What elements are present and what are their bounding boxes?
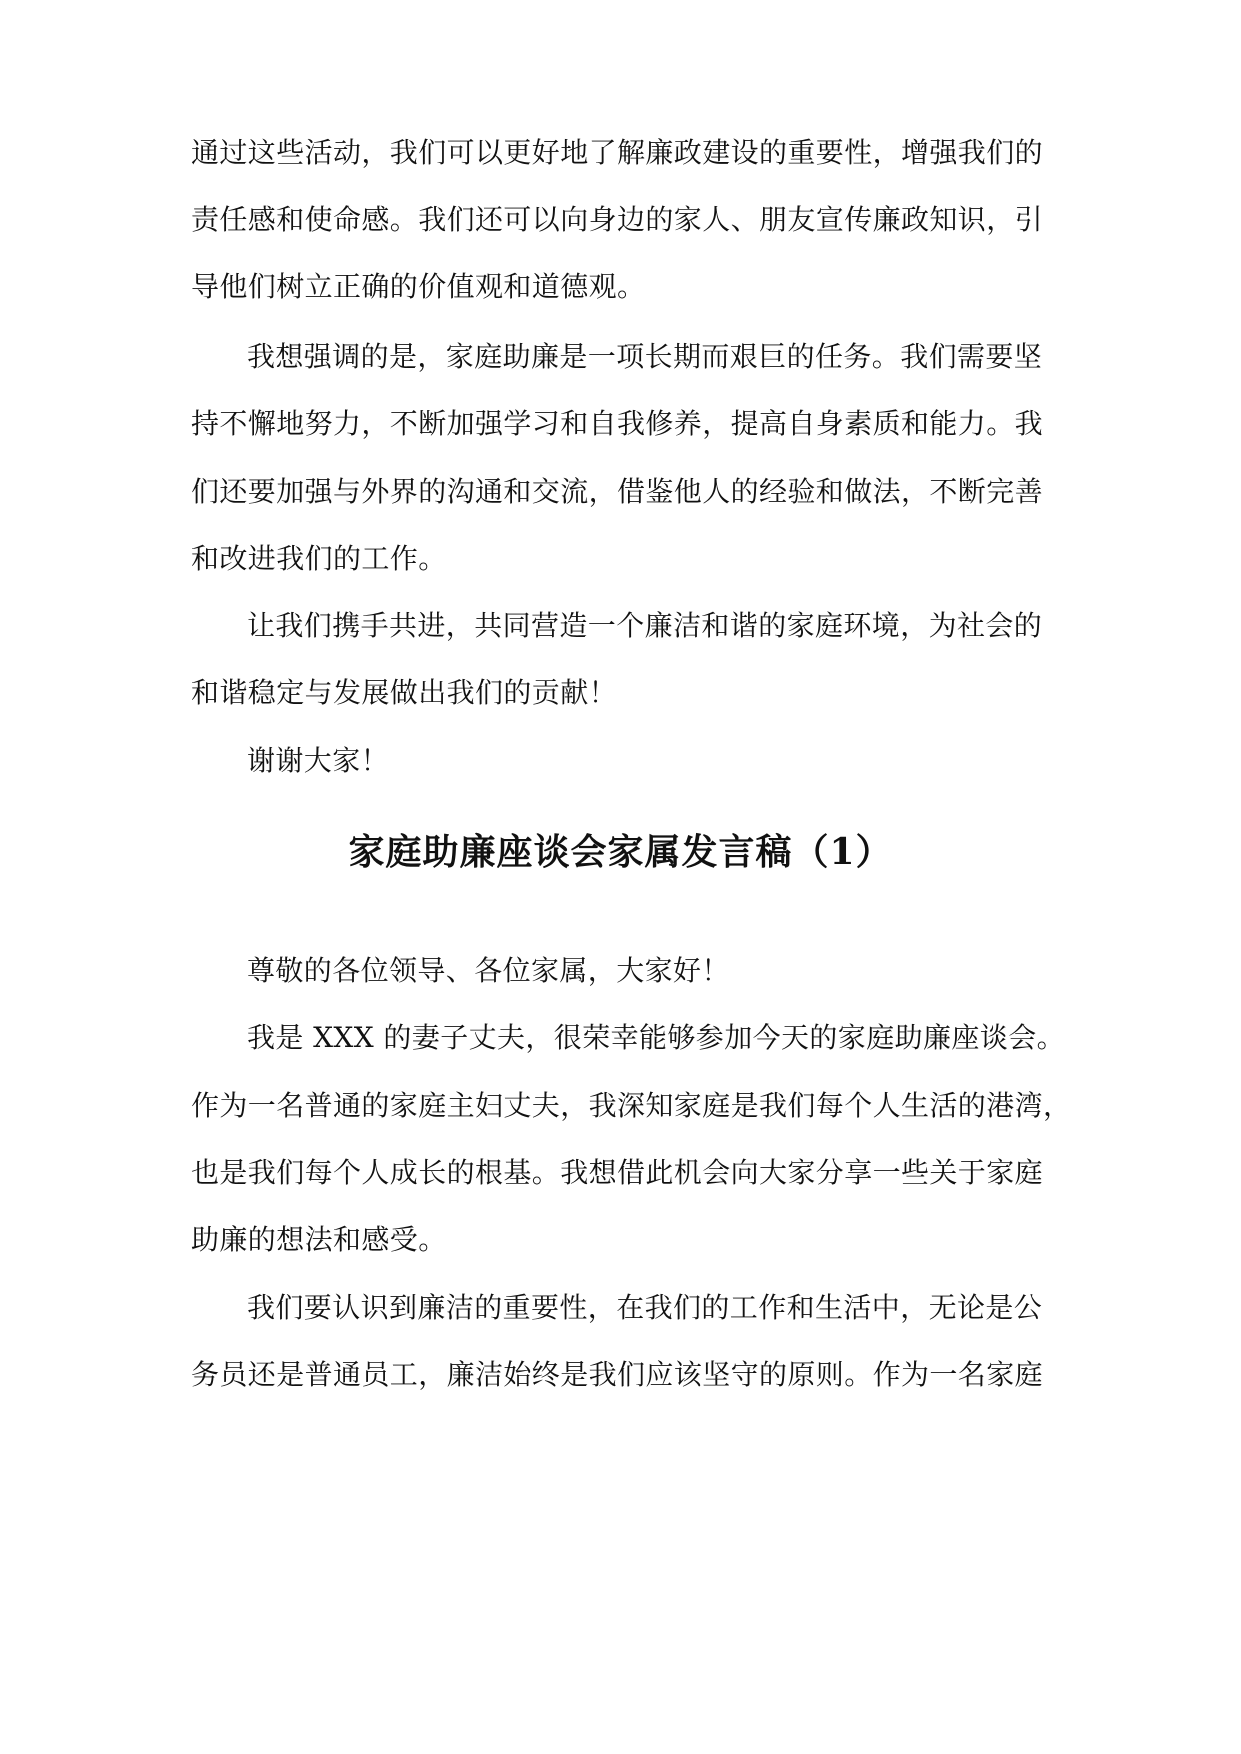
- text-line: 通过这些活动，我们可以更好地了解廉政建设的重要性，增强我们的: [191, 136, 1044, 169]
- text-line: 责任感和使命感。我们还可以向身边的家人、朋友宣传廉政知识，引: [191, 203, 1044, 236]
- text-line: 务员还是普通员工，廉洁始终是我们应该坚守的原则。作为一名家庭: [191, 1358, 1044, 1391]
- text-line: 让我们携手共进，共同营造一个廉洁和谐的家庭环境，为社会的: [247, 609, 1043, 642]
- text-line: 们还要加强与外界的沟通和交流，借鉴他人的经验和做法，不断完善: [191, 475, 1044, 508]
- closing-line: 谢谢大家！: [247, 744, 390, 777]
- text-line: 和谐稳定与发展做出我们的贡献！: [191, 676, 618, 709]
- text-line: 也是我们每个人成长的根基。我想借此机会向大家分享一些关于家庭: [191, 1156, 1044, 1189]
- text-line: 我是 XXX 的妻子丈夫，很荣幸能够参加今天的家庭助廉座谈会。: [247, 1021, 1066, 1054]
- text-line: 持不懈地努力，不断加强学习和自我修养，提高自身素质和能力。我: [191, 407, 1044, 440]
- text-line: 助廉的想法和感受。: [191, 1223, 447, 1256]
- greeting-line: 尊敬的各位领导、各位家属，大家好！: [247, 954, 730, 987]
- text-line: 我想强调的是，家庭助廉是一项长期而艰巨的任务。我们需要坚: [247, 340, 1043, 373]
- text-line: 我们要认识到廉洁的重要性，在我们的工作和生活中，无论是公: [247, 1291, 1043, 1324]
- document-title: 家庭助廉座谈会家属发言稿（1）: [348, 831, 893, 873]
- text-line: 和改进我们的工作。: [191, 542, 447, 575]
- text-line: 作为一名普通的家庭主妇丈夫，我深知家庭是我们每个人生活的港湾，: [191, 1089, 1072, 1122]
- text-line: 导他们树立正确的价值观和道德观。: [191, 270, 646, 303]
